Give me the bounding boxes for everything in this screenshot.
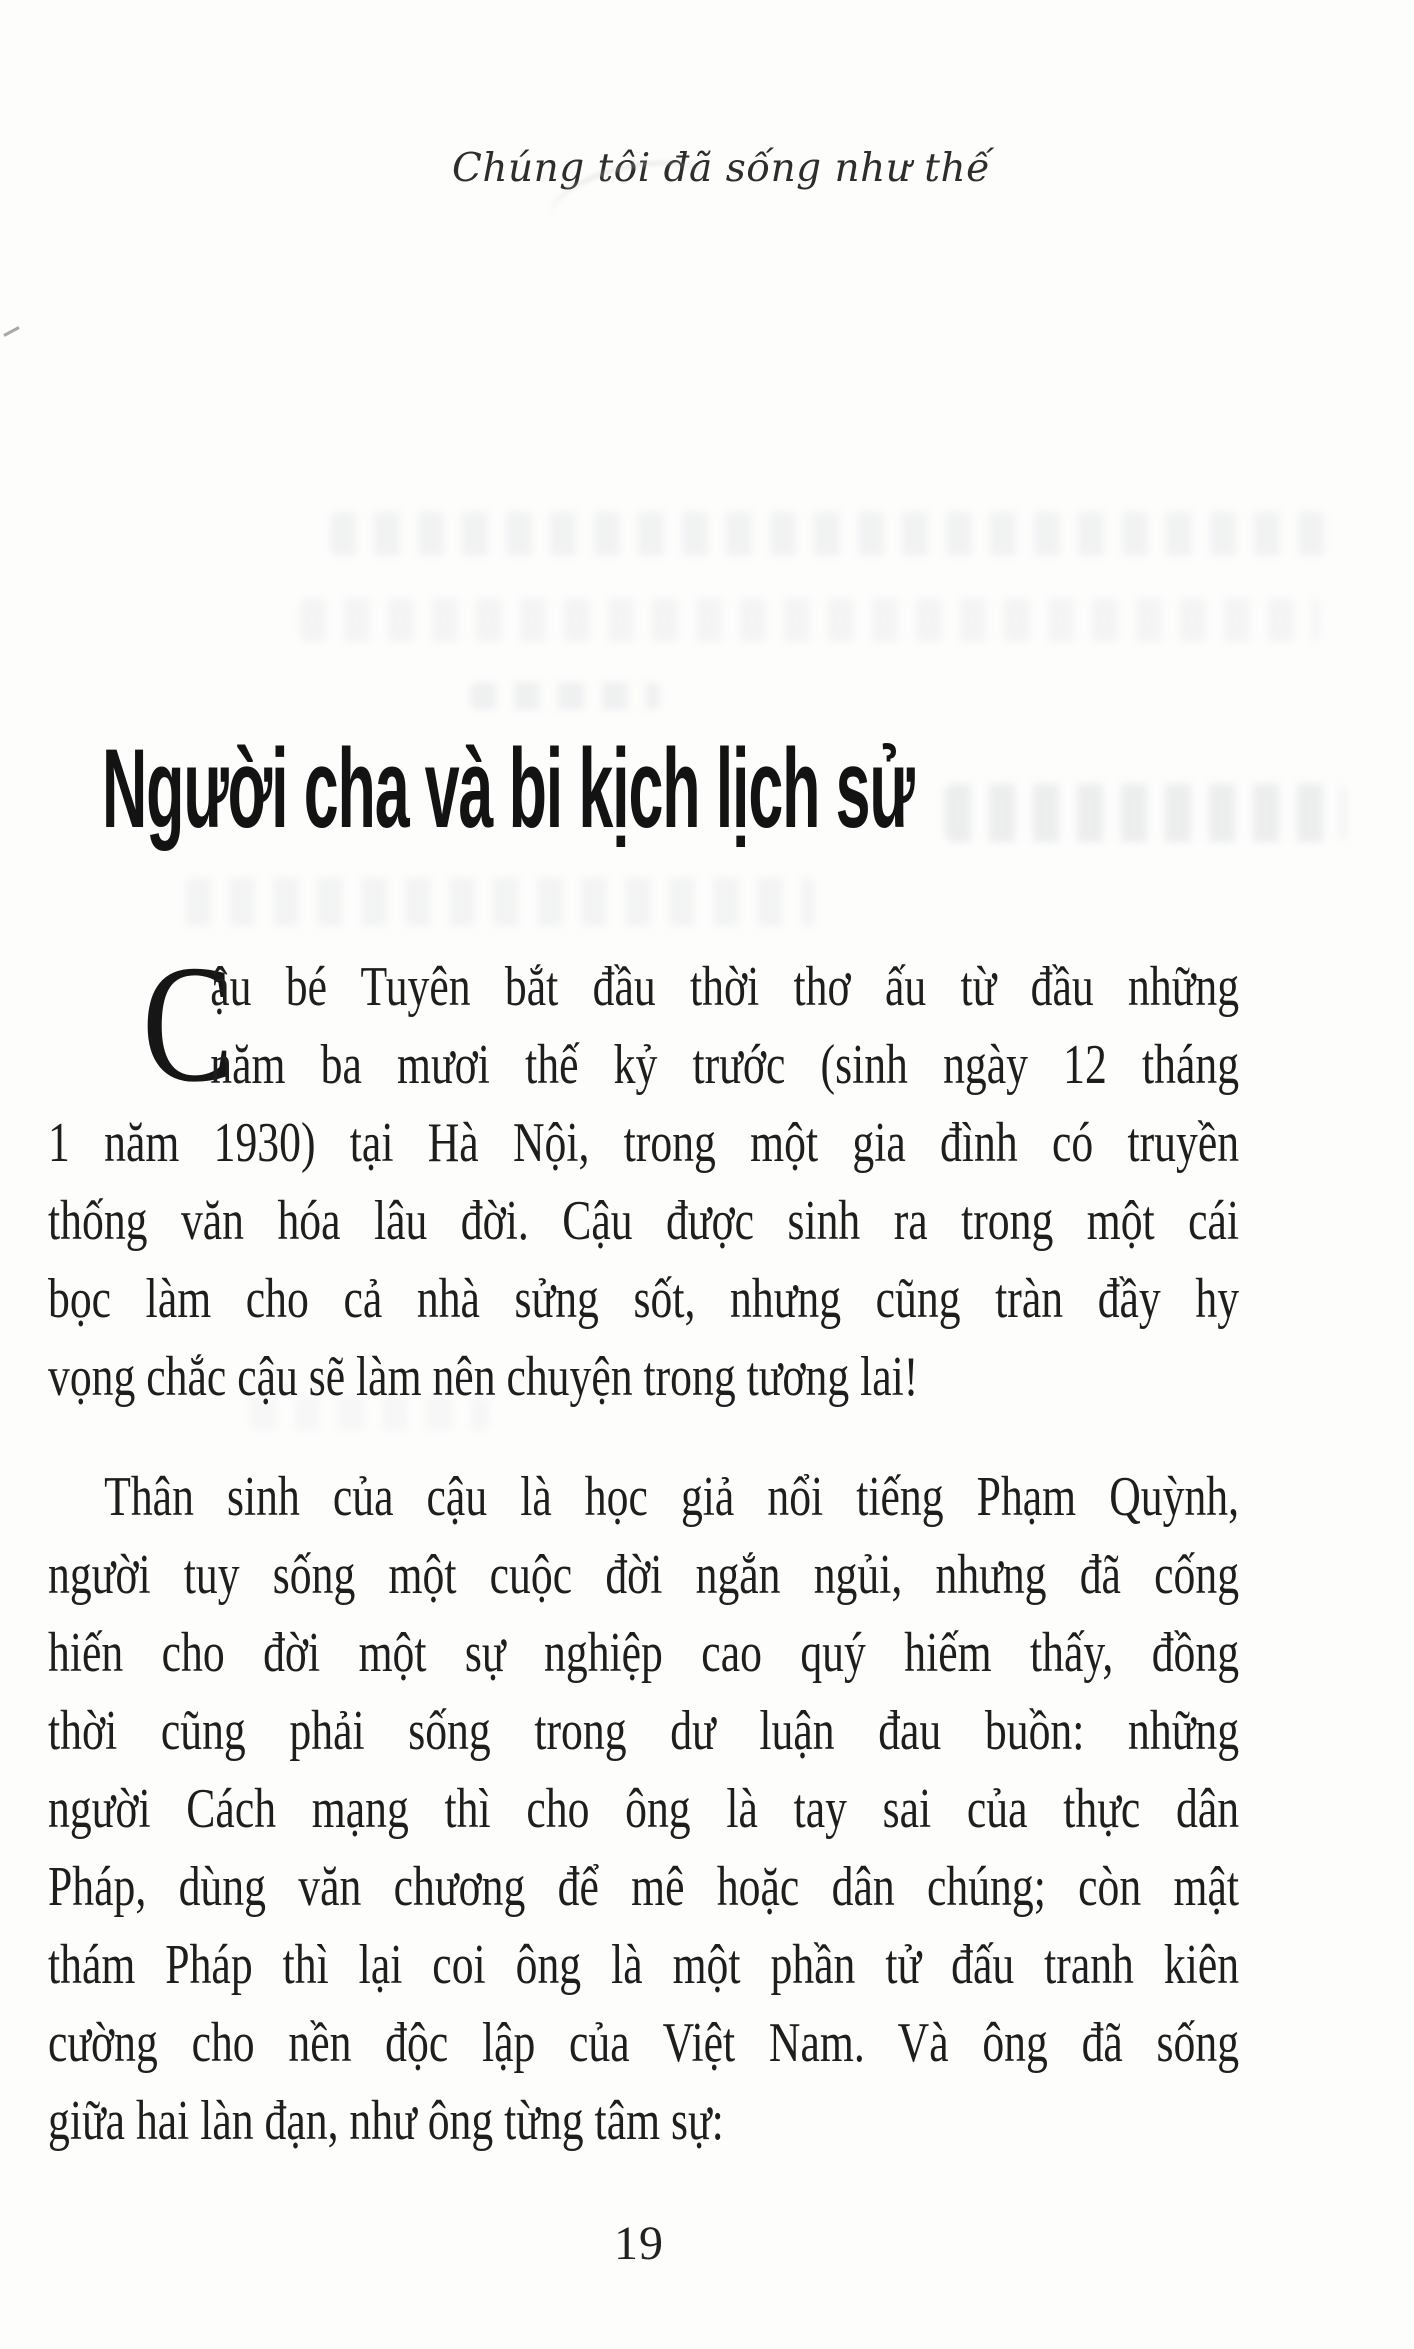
- scan-bleedthrough-text: [330, 512, 1330, 556]
- text-line: người Cách mạng thì cho ông là tay sai của thực dân: [48, 1778, 1240, 1840]
- text-line: thời cũng phải sống trong dư luận đau buồn: những: [48, 1700, 1240, 1762]
- text-line: vọng chắc cậu sẽ làm nên chuyện trong tương lai!: [48, 1346, 919, 1408]
- text-line: năm ba mươi thế kỷ trước (sinh ngày 12 tháng: [210, 1034, 1240, 1096]
- chapter-title: Người cha và bi kịch lịch sử: [102, 726, 914, 851]
- text-line: hiến cho đời một sự nghiệp cao quý hiếm thấy, đồng: [48, 1622, 1240, 1684]
- drop-cap: C: [142, 931, 234, 1117]
- text-line: người tuy sống một cuộc đời ngắn ngủi, nhưng đã cống: [48, 1544, 1240, 1606]
- paragraph-2: [48, 1458, 1240, 2160]
- scan-bleedthrough-text: [945, 784, 1345, 842]
- paragraph-1: [48, 948, 1240, 1416]
- text-line: thám Pháp thì lại coi ông là một phần tử đấu tranh kiên: [48, 1934, 1240, 1996]
- page-number: 19: [614, 2217, 664, 2270]
- text-line: Thân sinh của cậu là học giả nổi tiếng Phạm Quỳnh,: [104, 1466, 1240, 1528]
- scan-bleedthrough-text: [300, 598, 1320, 642]
- text-line: bọc làm cho cả nhà sửng sốt, nhưng cũng tràn đầy hy: [48, 1268, 1240, 1330]
- text-line: 1 năm 1930) tại Hà Nội, trong một gia đình có truyền: [48, 1112, 1240, 1174]
- text-line: ậu bé Tuyên bắt đầu thời thơ ấu từ đầu những: [210, 956, 1240, 1018]
- running-header: Chúng tôi đã sống như thế: [452, 146, 991, 191]
- scan-bleedthrough-text: [470, 682, 660, 710]
- text-line: Pháp, dùng văn chương để mê hoặc dân chúng; còn mật: [48, 1856, 1240, 1918]
- text-line: giữa hai làn đạn, như ông từng tâm sự:: [48, 2090, 724, 2152]
- text-line: thống văn hóa lâu đời. Cậu được sinh ra trong một cái: [48, 1190, 1240, 1252]
- text-line: cường cho nền độc lập của Việt Nam. Và ông đã sống: [48, 2012, 1240, 2074]
- scan-edge-mark: [3, 326, 19, 337]
- scan-bleedthrough-text: [185, 878, 815, 926]
- body-text: [48, 931, 1240, 2160]
